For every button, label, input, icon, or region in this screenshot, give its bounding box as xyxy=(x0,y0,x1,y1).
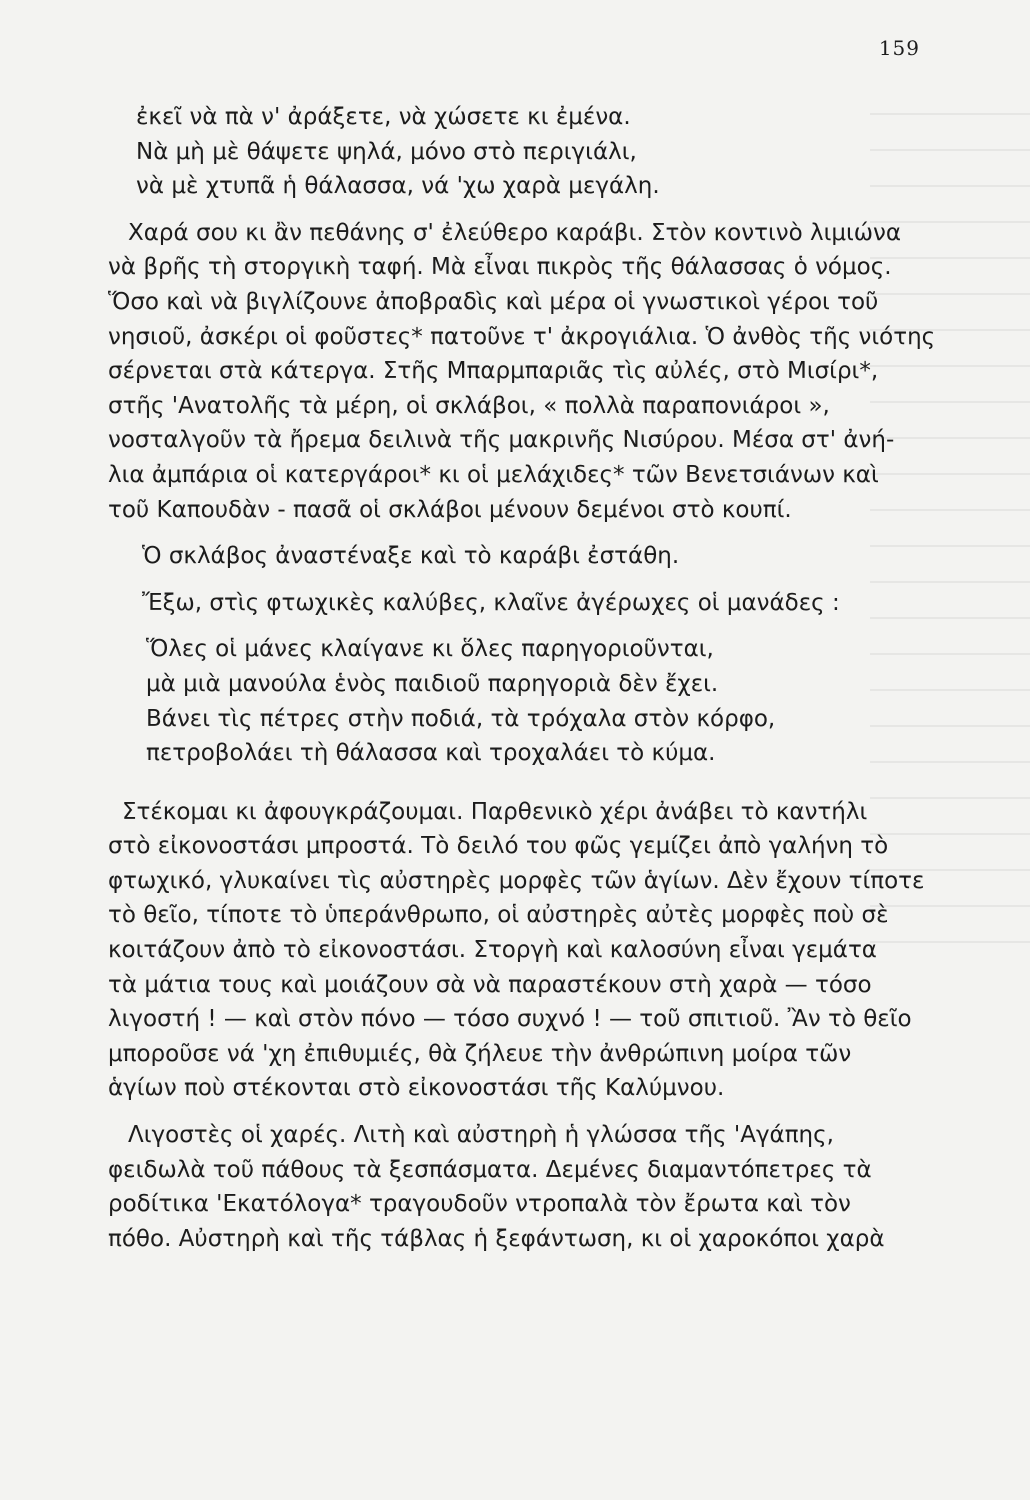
body-text xyxy=(108,100,938,1268)
text-line: κοιτάζουν ἀπὸ τὸ εἰκονοστάσι. Στοργὴ καὶ καλοσύνη εἶναι γεμάτα xyxy=(108,937,877,964)
text-line: ροδίτικα 'Εκατόλογα* τραγουδοῦν ντροπαλὰ τὸν ἔρωτα καὶ τὸν xyxy=(108,1191,851,1218)
paragraph-5 xyxy=(108,1118,938,1256)
text-line: Λιγοστὲς οἱ χαρές. Λιτὴ καὶ αὐστηρὴ ἡ γλώσσα τῆς 'Αγάπης, xyxy=(128,1122,834,1149)
text-line: ἁγίων ποὺ στέκονται στὸ εἰκονοστάσι τῆς Καλύμνου. xyxy=(108,1075,725,1102)
verse-stanza-2 xyxy=(108,632,938,770)
text-line: πόθο. Αὐστηρὴ καὶ τῆς τάβλας ἡ ξεφάντωση, κι οἱ χαροκόποι χαρὰ xyxy=(108,1225,885,1252)
text-line: Ἔξω, στὶς φτωχικὲς καλύβες, κλαῖνε ἀγέρωχες οἱ μανάδες : xyxy=(142,589,840,616)
verse-line: Βάνει τὶς πέτρες στὴν ποδιά, τὰ τρόχαλα στὸν κόρφο, xyxy=(146,705,776,732)
text-line: σέρνεται στὰ κάτεργα. Στῆς Μπαρμπαριᾶς τὶς αὐλές, στὸ Μισίρι*, xyxy=(108,358,879,385)
text-line: Χαρά σου κι ἂν πεθάνης σ' ἐλεύθερο καράβι. Στὸν κοντινὸ λιμιώνα xyxy=(128,219,902,246)
text-line: λια ἀμπάρια οἱ κατεργάροι* κι οἱ μελάχιδες* τῶν Βενετσιάνων καὶ xyxy=(108,461,879,488)
page-number: 159 xyxy=(878,36,920,60)
verse-line: νὰ μὲ χτυπᾶ ἡ θάλασσα, νά 'χω χαρὰ μεγάλη. xyxy=(136,173,660,200)
text-line: νοσταλγοῦν τὰ ἤρεμα δειλινὰ τῆς μακρινῆς Νισύρου. Μέσα στ' ἀνή- xyxy=(108,427,895,454)
text-line: νὰ βρῆς τὴ στοργικὴ ταφή. Μὰ εἶναι πικρὸς τῆς θάλασσας ὁ νόμος. xyxy=(108,254,892,281)
text-line: νησιοῦ, ἀσκέρι οἱ φοῦστες* πατοῦνε τ' ἀκρογιάλια. Ὁ ἀνθὸς τῆς νιότης xyxy=(108,323,936,350)
text-line: τοῦ Καπουδὰν - πασᾶ οἱ σκλάβοι μένουν δεμένοι στὸ κουπί. xyxy=(108,496,792,523)
verse-line: μὰ μιὰ μανούλα ἑνὸς παιδιοῦ παρηγοριὰ δὲν ἔχει. xyxy=(146,670,719,697)
verse-line: πετροβολάει τὴ θάλασσα καὶ τροχαλάει τὸ κύμα. xyxy=(146,740,716,767)
text-line: Στέκομαι κι ἀφουγκράζουμαι. Παρθενικὸ χέρι ἀνάβει τὸ καντήλι xyxy=(122,798,868,825)
paragraph-4 xyxy=(108,795,938,1106)
text-line: τὸ θεῖο, τίποτε τὸ ὑπεράνθρωπο, οἱ αὐστηρὲς αὐτὲς μορφὲς ποὺ σὲ xyxy=(108,902,889,929)
text-line: μποροῦσε νά 'χη ἐπιθυμιές, θὰ ζήλευε τὴν ἀνθρώπινη μοίρα τῶν xyxy=(108,1040,852,1067)
text-line: στῆς 'Ανατολῆς τὰ μέρη, οἱ σκλάβοι, « πολλὰ παραπονιάροι », xyxy=(108,392,830,419)
text-line: φτωχικό, γλυκαίνει τὶς αὐστηρὲς μορφὲς τῶν ἁγίων. Δὲν ἔχουν τίποτε xyxy=(108,867,925,894)
text-line: τὰ μάτια τους καὶ μοιάζουν σὰ νὰ παραστέκουν στὴ χαρὰ — τόσο xyxy=(108,971,872,998)
text-line: φειδωλὰ τοῦ πάθους τὰ ξεσπάσματα. Δεμένες διαμαντόπετρες τὰ xyxy=(108,1156,872,1183)
verse-stanza-1 xyxy=(108,100,938,204)
verse-line: Ὅλες οἱ μάνες κλαίγανε κι ὅλες παρηγοριοῦνται, xyxy=(146,636,714,663)
text-line: Ὅσο καὶ νὰ βιγλίζουνε ἀποβραδὶς καὶ μέρα οἱ γνωστικοὶ γέροι τοῦ xyxy=(108,288,879,315)
paragraph-3 xyxy=(108,586,938,621)
text-line: Ὁ σκλάβος ἀναστέναξε καὶ τὸ καράβι ἐστάθη. xyxy=(142,543,680,570)
text-line: λιγοστή ! — καὶ στὸν πόνο — τόσο συχνό ! — τοῦ σπιτιοῦ. Ἂν τὸ θεῖο xyxy=(108,1006,912,1033)
verse-line: Νὰ μὴ μὲ θάψετε ψηλά, μόνο στὸ περιγιάλι, xyxy=(136,138,637,165)
text-line: στὸ εἰκονοστάσι μπροστά. Τὸ δειλό του φῶς γεμίζει ἀπὸ γαλήνη τὸ xyxy=(108,833,889,860)
paragraph-2 xyxy=(108,539,938,574)
paragraph-1 xyxy=(108,216,938,527)
verse-line: ἐκεῖ νὰ πὰ ν' ἀράξετε, νὰ χώσετε κι ἐμένα. xyxy=(136,104,631,130)
